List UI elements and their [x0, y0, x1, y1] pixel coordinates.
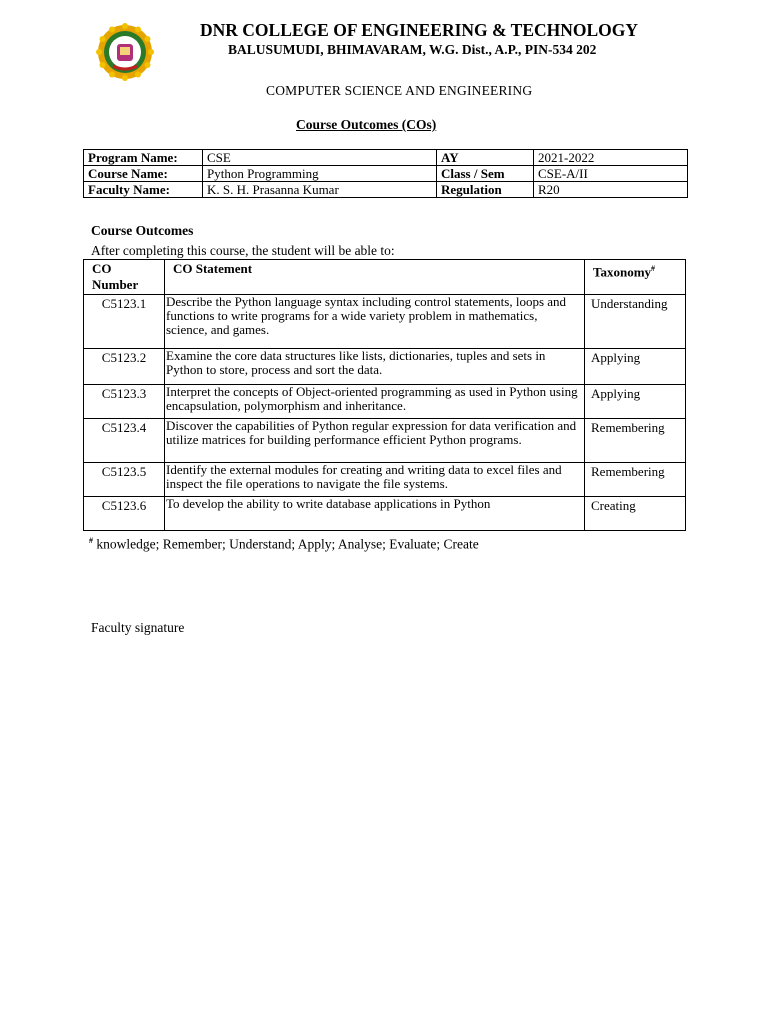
table-row [84, 463, 686, 497]
faculty-name-label: Faculty Name: [84, 182, 203, 198]
co-statement-header: CO Statement [165, 260, 585, 295]
program-info-row [84, 182, 688, 198]
taxonomy-cell: Creating [585, 497, 686, 531]
table-header-row [84, 260, 686, 295]
ay-value: 2021-2022 [534, 150, 688, 166]
department-name: COMPUTER SCIENCE AND ENGINEERING [266, 83, 533, 98]
table-row [84, 385, 686, 419]
co-statement-cell: Examine the core data structures like lists, dictionaries, tuples and sets in Python to store, process and sort the data. [165, 349, 585, 385]
taxonomy-cell: Applying [585, 349, 686, 385]
taxonomy-footnote-mark: # [651, 264, 656, 273]
document-title: Course Outcomes (COs) [296, 117, 437, 132]
college-seal-icon [95, 22, 155, 82]
faculty-signature-label: Faculty signature [91, 620, 185, 635]
co-statement-cell: Interpret the concepts of Object-oriented programming as used in Python using encapsulation, polymorphism and inheritance. [165, 385, 585, 419]
course-name-label: Course Name: [84, 166, 203, 182]
college-name: DNR COLLEGE OF ENGINEERING & TECHNOLOGY [200, 20, 639, 40]
co-number-header: CO Number [84, 260, 165, 295]
course-outcomes-heading: Course Outcomes [91, 223, 194, 238]
faculty-name-value: K. S. H. Prasanna Kumar [203, 182, 437, 198]
taxonomy-footnote [89, 536, 479, 553]
taxonomy-cell: Remembering [585, 419, 686, 463]
taxonomy-header-label: Taxonomy [593, 264, 652, 280]
co-number-cell: C5123.1 [84, 295, 165, 349]
taxonomy-cell: Applying [585, 385, 686, 419]
regulation-value: R20 [534, 182, 688, 198]
table-row [84, 419, 686, 463]
program-name-value: CSE [203, 150, 437, 166]
college-address: BALUSUMUDI, BHIMAVARAM, W.G. Dist., A.P., PIN-534 202 [228, 42, 597, 57]
taxonomy-cell: Remembering [585, 463, 686, 497]
ay-label: AY [437, 150, 534, 166]
co-statement-cell: Identify the external modules for creating and writing data to excel files and inspect the file operations to navigate the file systems. [165, 463, 585, 497]
course-outcomes-body [84, 295, 686, 531]
table-row [84, 497, 686, 531]
co-statement-cell: To develop the ability to write database applications in Python [165, 497, 585, 531]
program-info-row [84, 150, 688, 166]
co-statement-cell: Describe the Python language syntax including control statements, loops and functions to write programs for a wide variety problem in mathematics, science, and games. [165, 295, 585, 349]
program-info-row [84, 166, 688, 182]
program-info-table [83, 149, 688, 198]
co-statement-cell: Discover the capabilities of Python regular expression for data verification and utilize matrices for building performance efficient Python programs. [165, 419, 585, 463]
program-name-label: Program Name: [84, 150, 203, 166]
taxonomy-header [585, 260, 686, 295]
regulation-label: Regulation [437, 182, 534, 198]
footnote-mark: # [89, 536, 93, 545]
course-outcomes-table [83, 259, 686, 531]
class-sem-value: CSE-A/II [534, 166, 688, 182]
co-number-cell: C5123.5 [84, 463, 165, 497]
course-name-value: Python Programming [203, 166, 437, 182]
co-number-cell: C5123.2 [84, 349, 165, 385]
taxonomy-cell: Understanding [585, 295, 686, 349]
class-sem-label: Class / Sem [437, 166, 534, 182]
co-number-cell: C5123.4 [84, 419, 165, 463]
course-outcomes-intro: After completing this course, the student will be able to: [91, 243, 395, 258]
co-number-cell: C5123.6 [84, 497, 165, 531]
table-row [84, 349, 686, 385]
co-number-cell: C5123.3 [84, 385, 165, 419]
footnote-text: knowledge; Remember; Understand; Apply; Analyse; Evaluate; Create [96, 536, 479, 552]
table-row [84, 295, 686, 349]
